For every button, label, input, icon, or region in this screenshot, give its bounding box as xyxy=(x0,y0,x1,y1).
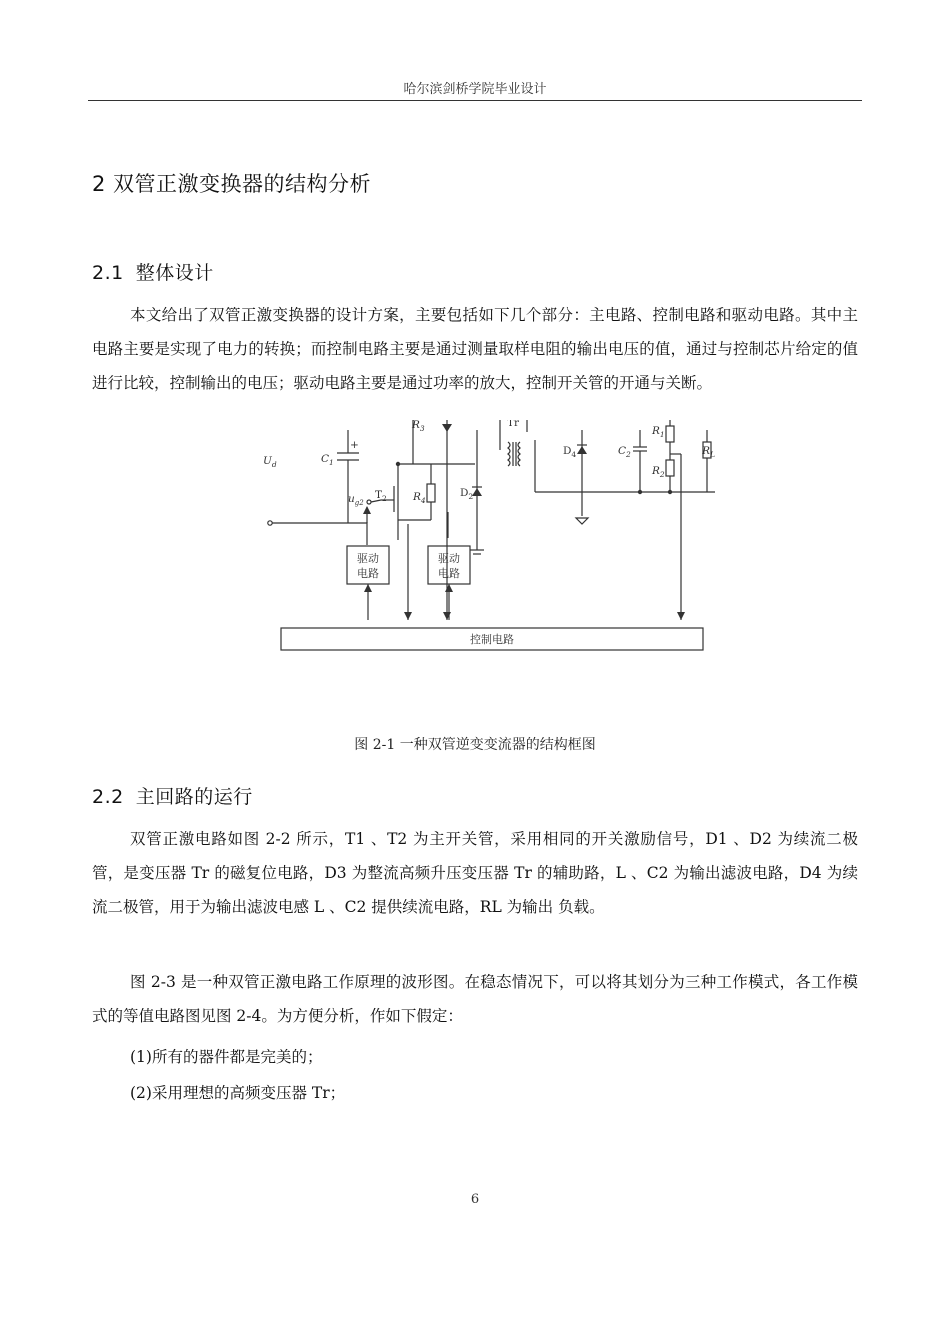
drive-box-1-line1: 驱动 xyxy=(357,552,379,565)
label-ud: $U_d$ xyxy=(263,455,277,469)
control-box-label: 控制电路 xyxy=(470,633,514,646)
r4-resistor xyxy=(427,484,435,502)
figure-caption: 图 2-1 一种双管逆变变流器的结构框图 xyxy=(354,737,596,753)
input-terminal xyxy=(268,521,272,525)
assumption-item-1: (1)所有的器件都是完美的； xyxy=(130,1048,323,1066)
label-d4: $D_4$ xyxy=(563,445,577,459)
section-2-1-paragraph: 本文给出了双管正激变换器的设计方案，主要包括如下几个部分：主电路、控制电路和驱动电路。其中主电路主要是实现了电力的转换；而控制电路主要是通过测量取样电阻的输出电压的值，通过与控制芯片给定的值进行比较，控制输出的电压；驱动电路主要是通过功率的放大，控制开关管的开通与关断。 xyxy=(92,306,858,392)
label-r3: $R_3$ xyxy=(412,420,425,433)
label-rl: $R_L$ xyxy=(702,445,715,459)
section-title: 整体设计 xyxy=(135,262,214,284)
label-r1: $R_1$ xyxy=(652,425,665,439)
tr-primary xyxy=(508,442,510,466)
chapter-title: 2 双管正激变换器的结构分析 xyxy=(92,172,372,196)
tr-secondary xyxy=(518,442,520,466)
label-tr: Tr xyxy=(507,420,520,429)
label-d2: $D_2$ xyxy=(460,487,474,501)
label-ug2: $u_{g2}$ xyxy=(348,493,364,507)
circuit-diagram xyxy=(245,420,715,660)
page-header: 哈尔滨剑桥学院毕业设计 xyxy=(403,82,547,97)
label-c2: $C_2$ xyxy=(618,445,631,459)
section-number: 2.1 xyxy=(92,262,124,284)
d2-diode xyxy=(472,488,482,496)
section-number: 2.2 xyxy=(92,786,124,808)
label-t2: $T_2$ xyxy=(375,489,387,503)
label-c1-plus: + xyxy=(350,439,359,451)
circuit-figure xyxy=(245,420,715,660)
label-r2: $R_2$ xyxy=(652,465,665,479)
drive-box-2-line1: 驱动 xyxy=(438,552,460,565)
label-c1: $C_1$ xyxy=(321,453,334,467)
r2-resistor xyxy=(666,460,674,476)
label-r4: $R_4$ xyxy=(413,491,426,505)
section-title: 主回路的运行 xyxy=(135,786,253,808)
header-divider xyxy=(88,100,862,101)
drive-box-2-line2: 电路 xyxy=(438,567,460,580)
drive-box-1-line2: 电路 xyxy=(357,567,379,580)
ground-2 xyxy=(576,518,588,524)
section-2-2-paragraph-1: 双管正激电路如图 2-2 所示，T1 、T2 为主开关管，采用相同的开关激励信号，D1 、D2 为续流二极管，是变压器 Tr 的磁复位电路，D3 为整流高频升压变压器 Tr 的辅助路，L 、C2 为输出滤波电路，D4 为续流二极管，用于为输出滤波电感 L 、C2 提供续流电路，RL 为输出 负载。 xyxy=(92,830,858,916)
d4-diode xyxy=(577,446,587,454)
r1-resistor xyxy=(666,426,674,442)
assumption-item-2: (2)采用理想的高频变压器 Tr； xyxy=(130,1084,346,1102)
page-number: 6 xyxy=(470,1192,480,1207)
upper-diode xyxy=(442,424,452,432)
section-2-2-heading xyxy=(92,782,253,809)
section-2-2-paragraph-2: 图 2-3 是一种双管正激电路工作原理的波形图。在稳态情况下，可以将其划分为三种工作模式，各工作模式的等值电路图见图 2-4。为方便分析，作如下假定： xyxy=(92,973,858,1025)
section-2-1-heading xyxy=(92,258,214,285)
